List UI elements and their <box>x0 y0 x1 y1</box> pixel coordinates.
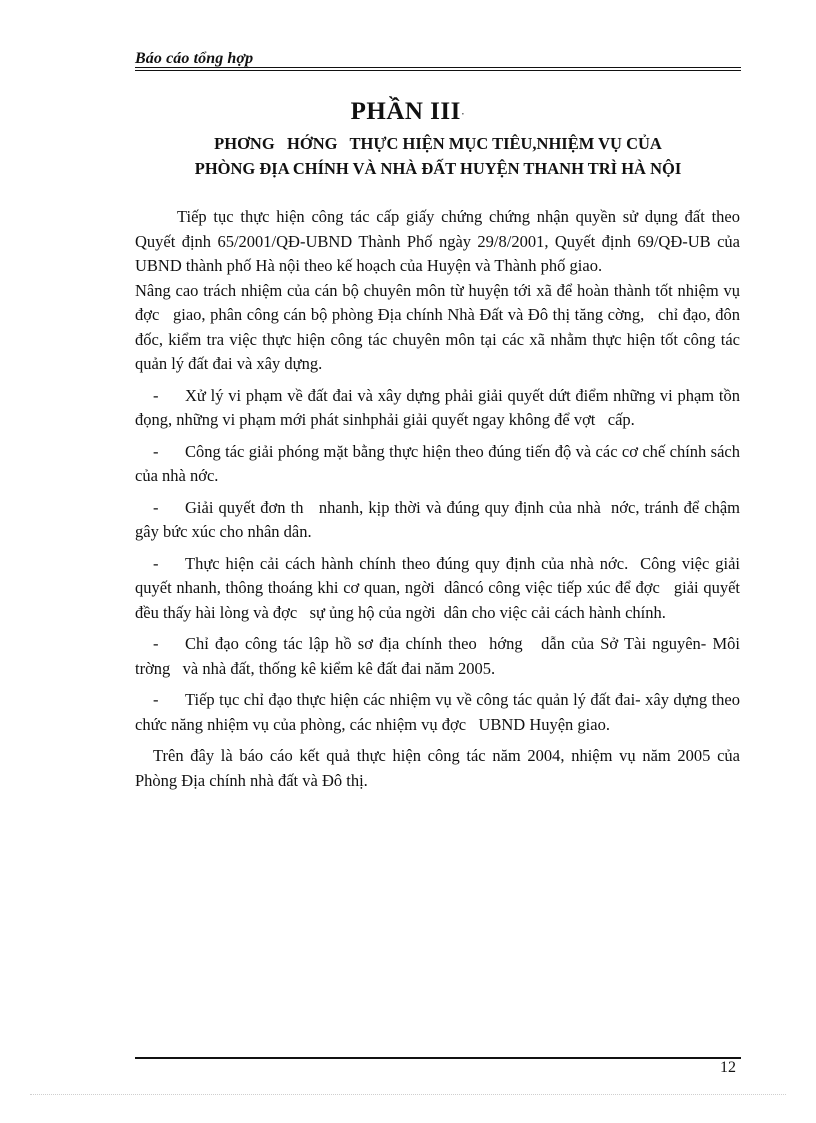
bullet-marker: - <box>153 385 159 405</box>
page-bottom-dotted-edge <box>30 1094 786 1095</box>
bullet-item <box>135 688 745 737</box>
section-subtitle-line2: PHÒNG ĐỊA CHÍNH VÀ NHÀ ĐẤT HUYỆN THANH TRÌ HÀ NỘI <box>194 159 682 178</box>
header-rule-bottom <box>135 70 741 71</box>
paragraph-land-certificates: Tiếp tục thực hiện công tác cấp giấy chứng chứng nhận quyền sử dụng đất theo Quyết định 65/2001/QĐ-UBND Thành Phố ngày 29/8/2001, Quyết định 69/QĐ-UB của UBND thành phố Hà nội theo kế hoạch của Huyện và Thành phố giao. <box>135 207 745 275</box>
bullet-marker: - <box>153 690 159 709</box>
bullet-text: Tiếp tục chỉ đạo thực hiện các nhiệm vụ về công tác quản lý đất đai- xây dựng theo chức năng nhiệm vụ của phòng, các nhiệm vụ đợc UBND Huyện giao. <box>135 690 745 734</box>
document-body <box>135 205 745 793</box>
report-header-title: Báo cáo tổng hợp <box>135 50 254 67</box>
bullet-item <box>135 496 745 545</box>
bullet-marker: - <box>153 634 159 653</box>
bullet-text: Công tác giải phóng mặt bằng thực hiện theo đúng tiến độ và các cơ chế chính sách của nhà nớc. <box>135 441 745 485</box>
bullet-text: Xử lý vi phạm về đất đai và xây dựng phải giải quyết dứt điểm những vi phạm tồn đọng, những vi phạm mới phát sinhphải giải quyết ngay không để vợt cấp. <box>135 385 745 429</box>
closing-paragraph: Trên đây là báo cáo kết quả thực hiện công tác năm 2004, nhiệm vụ năm 2005 của Phòng Địa chính nhà đất và Đô thị. <box>135 746 745 790</box>
part-title-text: PHẦN III <box>350 98 461 125</box>
page-number: 12 <box>720 1059 736 1076</box>
part-title-dot: · <box>460 106 466 121</box>
bullet-item <box>135 552 745 626</box>
bullet-item <box>135 384 745 433</box>
bullet-text: Giải quyết đơn th nhanh, kịp thời và đúng quy định của nhà nớc, tránh để chậm gây bức xúc cho nhân dân. <box>135 497 745 541</box>
footer-rule <box>135 1057 741 1059</box>
paragraph-staff-responsibility: Nâng cao trách nhiệm của cán bộ chuyên môn từ huyện tới xã để hoàn thành tốt nhiệm vụ đợc giao, phân công cán bộ phòng Địa chính Nhà Đất và Đô thị tăng cờng, chỉ đạo, đôn đốc, kiểm tra việc thực hiện công tác chuyên môn tại các xã nhằm thực hiện tốt công tác quản lý đất đai và xây dựng. <box>135 280 745 373</box>
header-rule-top <box>135 67 741 68</box>
bullet-marker: - <box>153 553 159 573</box>
bullet-marker: - <box>153 497 159 517</box>
bullet-text: Thực hiện cải cách hành chính theo đúng quy định của nhà nớc. Công việc giải quyết nhanh, thông thoáng khi cơ quan, ngời dâncó công việc tiếp xúc để đợc giải quyết đều thấy hài lòng và đợc sự ủng hộ của ngời dân cho việc cải cách hành chính. <box>135 553 745 622</box>
bullet-text: Chỉ đạo công tác lập hồ sơ địa chính theo hớng dẫn của Sở Tài nguyên- Môi trờng và nhà đất, thống kê kiểm kê đất đai năm 2005. <box>135 634 745 678</box>
part-title <box>0 97 816 128</box>
bullet-marker: - <box>153 441 159 461</box>
section-subtitle-line1: PHƠNG HỚNG THỰC HIỆN MỤC TIÊU,NHIỆM VỤ CỦA <box>214 134 662 153</box>
bullet-item <box>135 632 745 681</box>
bullet-item <box>135 440 745 489</box>
